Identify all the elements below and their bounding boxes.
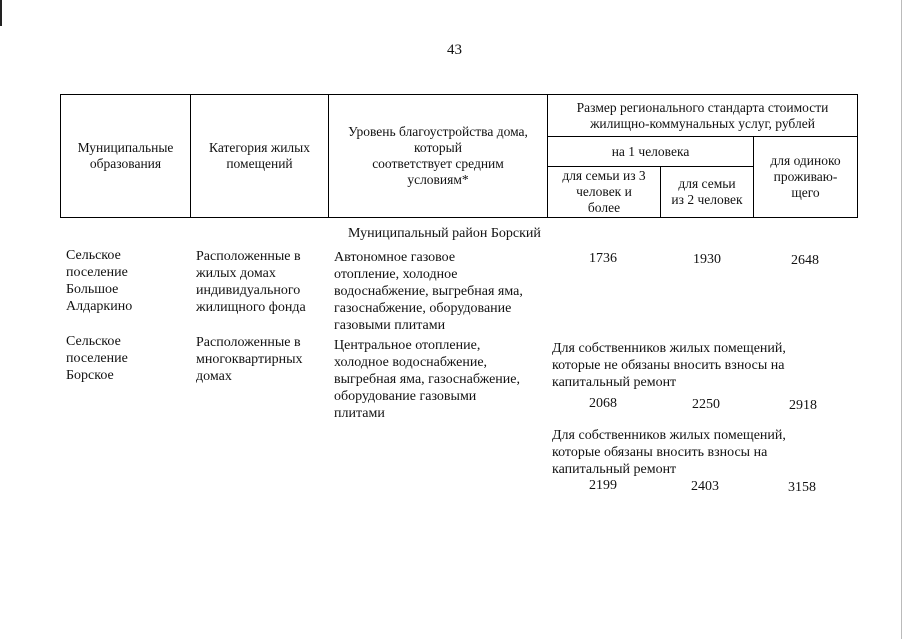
header-amenities: Уровень благоустройства дома, который соответствует средним условиям*: [348, 124, 528, 187]
row2-group2-value-family3: 2199: [589, 478, 617, 493]
row1-value-family2: 1930: [693, 252, 721, 267]
header-municipality: Муниципальные образования: [77, 140, 174, 171]
header-family-3: для семьи из 3 человек и более: [562, 168, 646, 215]
section-title: Муниципальный район Борский: [348, 226, 541, 241]
header-standard: Размер регионального стандарта стоимости жилищно-коммунальных услуг, рублей: [576, 99, 829, 131]
row1-category: Расположенные в жилых домах индивидуального жилищного фонда: [196, 249, 306, 315]
header-family-2: для семьи из 2 человек: [671, 176, 743, 207]
row1-value-single: 2648: [791, 253, 819, 268]
row2-municipality: Сельское поселение Борское: [66, 334, 128, 383]
scan-edge-mark: [0, 0, 2, 26]
row1-amenities: Автономное газовое отопление, холодное водоснабжение, выгребная яма, газоснабжение, оборудование газовыми плитами: [334, 250, 523, 333]
row2-category: Расположенные в многоквартирных домах: [196, 335, 303, 384]
header-per-person: на 1 человека: [611, 143, 690, 159]
row2-group2-value-single: 3158: [788, 480, 816, 495]
row2-group1-value-single: 2918: [789, 398, 817, 413]
row2-group1-value-family3: 2068: [589, 396, 617, 411]
scan-edge-line: [901, 0, 902, 639]
row1-municipality: Сельское поселение Большое Алдаркино: [66, 248, 133, 314]
row1-value-family3: 1736: [589, 251, 617, 266]
page-number: 43: [447, 42, 462, 58]
row2-group1-value-family2: 2250: [692, 397, 720, 412]
row2-group2-value-family2: 2403: [691, 479, 719, 494]
table-header: [60, 94, 858, 218]
row2-amenities: Центральное отопление, холодное водоснабжение, выгребная яма, газоснабжение, оборудование газовыми плитами: [334, 338, 521, 421]
row2-group1-note: Для собственников жилых помещений, которые не обязаны вносить взносы на капитальный ремонт: [552, 341, 786, 390]
row2-group2-note: Для собственников жилых помещений, которые обязаны вносить взносы на капитальный ремонт: [552, 428, 786, 477]
header-single: для одиноко проживаю- щего: [770, 153, 841, 200]
header-category: Категория жилых помещений: [209, 140, 310, 171]
